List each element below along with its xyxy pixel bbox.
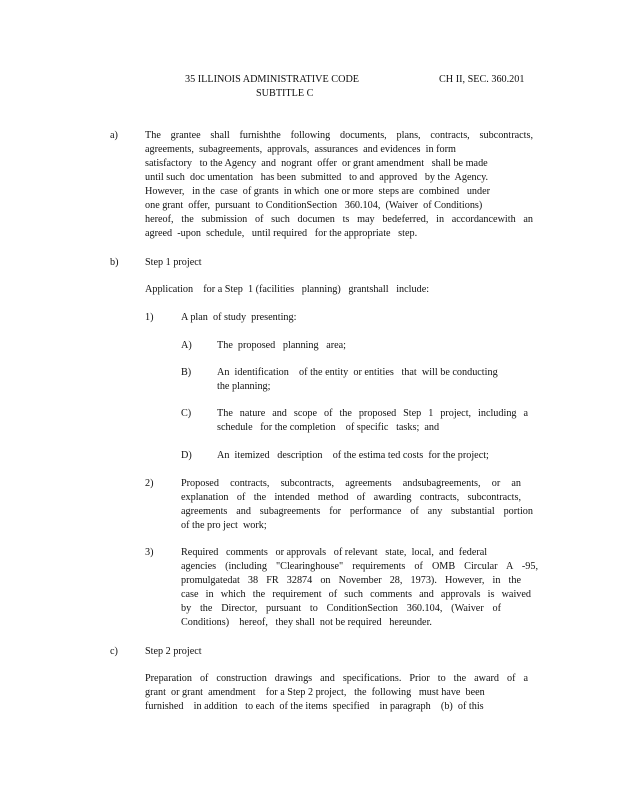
header-subtitle: SUBTITLE C xyxy=(256,88,314,99)
section-c-marker: c) xyxy=(110,646,118,657)
section-b-marker: b) xyxy=(110,257,119,268)
paragraph-line: by the Director, pursuant to ConditionSection 360.104, (Waiver of xyxy=(181,603,501,614)
paragraph-line: furnished in addition to each of the items specified in paragraph (b) of this xyxy=(145,701,484,712)
item-2-marker: 2) xyxy=(145,478,154,489)
subitem-c-text: schedule for the completion of specific tasks; and xyxy=(217,422,440,433)
paragraph-line: satisfactory to the Agency and nogrant offer or grant amendment shall be made xyxy=(145,158,488,169)
paragraph-line: agencies (including "Clearinghouse" requirements of OMB Circular A -95, xyxy=(181,561,538,572)
section-c-heading: Step 2 project xyxy=(145,646,202,657)
paragraph-line: agreements, subagreements, approvals, assurances and evidences in form xyxy=(145,144,456,155)
subitem-a-text: The proposed planning area; xyxy=(217,340,347,351)
subitem-a-marker: A) xyxy=(181,340,192,351)
section-b-heading: Step 1 project xyxy=(145,257,202,268)
paragraph-line: agreed -upon schedule, until required for the appropriate step. xyxy=(145,228,418,239)
paragraph-line: grant or grant amendment for a Step 2 project, the following must have been xyxy=(145,687,485,698)
paragraph-line: promulgatedat 38 FR 32874 on November 28, 1973). However, in the xyxy=(181,575,521,586)
paragraph-line: Required comments or approvals of relevant state, local, and federal xyxy=(181,547,488,558)
paragraph-line: case in which the requirement of such comments and approvals is waived xyxy=(181,589,531,600)
header-code-title: 35 ILLINOIS ADMINISTRATIVE CODE xyxy=(185,74,360,85)
paragraph-line: agreements and subagreements for performance of any substantial portion xyxy=(181,506,533,517)
paragraph-line: However, in the case of grants in which one or more steps are combined under xyxy=(145,186,491,197)
subitem-b-text: the planning; xyxy=(217,381,271,392)
item-1-marker: 1) xyxy=(145,312,154,323)
paragraph-line: of the pro ject work; xyxy=(181,520,267,531)
header-section-ref: CH II, SEC. 360.201 xyxy=(439,74,525,85)
paragraph-line: Proposed contracts, subcontracts, agreements andsubagreements, or an xyxy=(181,478,521,489)
paragraph-line: Conditions) hereof, they shall not be required hereunder. xyxy=(181,617,432,628)
subitem-d-marker: D) xyxy=(181,450,192,461)
section-a-marker: a) xyxy=(110,130,118,141)
subitem-d-text: An itemized description of the estima ted costs for the project; xyxy=(217,450,489,461)
subitem-c-text: The nature and scope of the proposed Step 1 project, including a xyxy=(217,408,528,419)
paragraph-line: Preparation of construction drawings and specifications. Prior to the award of a xyxy=(145,673,528,684)
paragraph-line: The grantee shall furnishthe following documents, plans, contracts, subcontracts, xyxy=(145,130,533,141)
paragraph-line: hereof, the submission of such documen ts may bedeferred, in accordancewith an xyxy=(145,214,533,225)
subitem-b-text: An identification of the entity or entities that will be conducting xyxy=(217,367,498,378)
item-1-text: A plan of study presenting: xyxy=(181,312,297,323)
item-3-marker: 3) xyxy=(145,547,154,558)
subitem-c-marker: C) xyxy=(181,408,192,419)
paragraph-line: one grant offer, pursuant to ConditionSection 360.104, (Waiver of Conditions) xyxy=(145,200,483,211)
subitem-b-marker: B) xyxy=(181,367,192,378)
paragraph-line: explanation of the intended method of awarding contracts, subcontracts, xyxy=(181,492,521,503)
paragraph-line: until such doc umentation has been submitted to and approved by the Agency. xyxy=(145,172,489,183)
section-b-intro: Application for a Step 1 (facilities planning) grantshall include: xyxy=(145,284,430,295)
